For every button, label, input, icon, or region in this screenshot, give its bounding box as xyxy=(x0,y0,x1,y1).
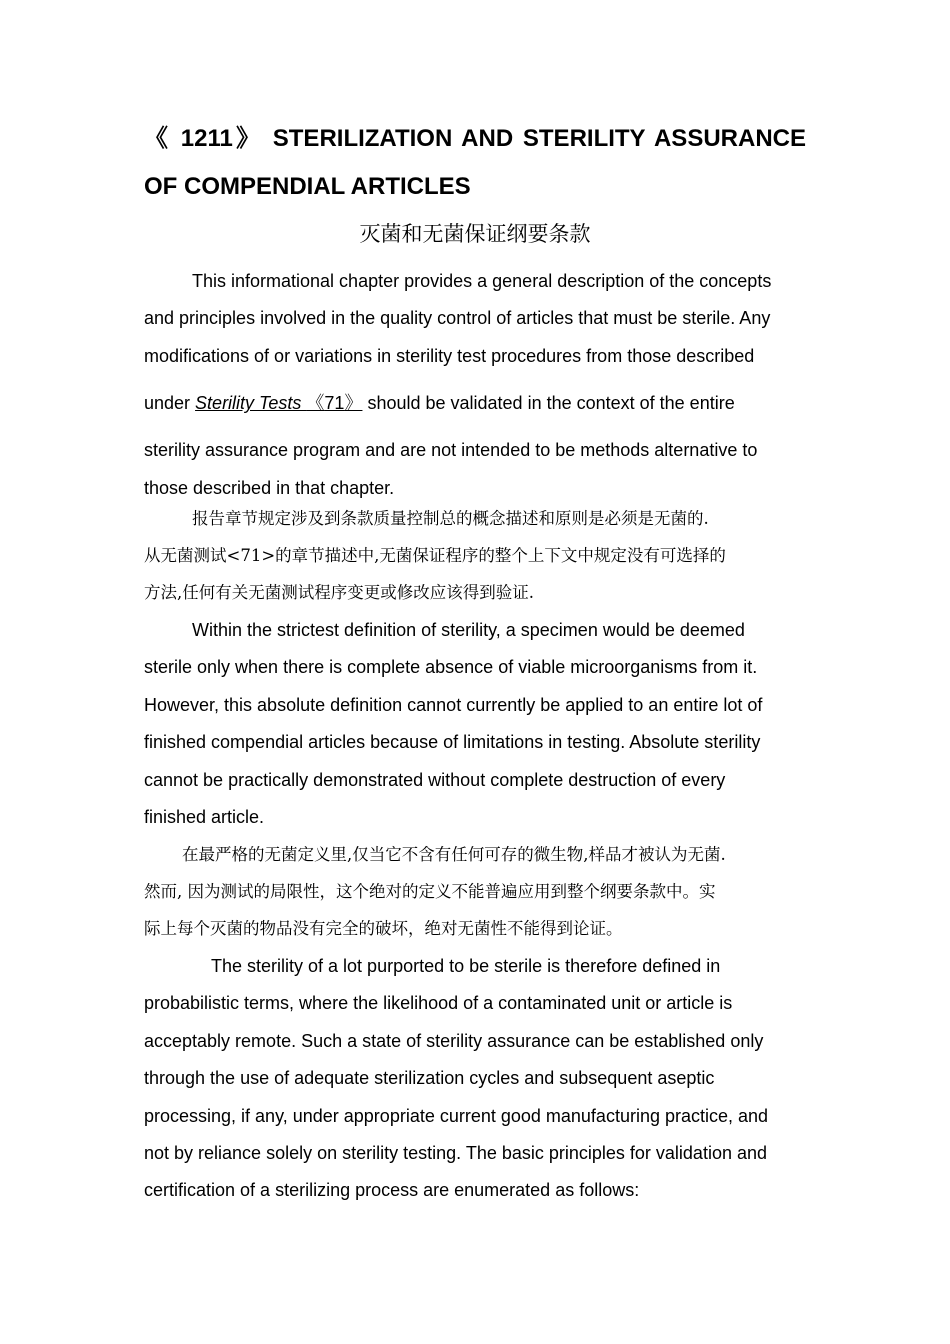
text-line: through the use of adequate sterilization cycles and subsequent aseptic xyxy=(144,1068,715,1089)
text-line: Within the strictest definition of sterility, a specimen would be deemed xyxy=(192,620,745,640)
page-title: 《 1211》 STERILIZATION AND STERILITY ASSURANCE OF COMPENDIAL ARTICLES xyxy=(144,125,806,200)
paragraph-definition-zh xyxy=(144,836,809,947)
text-fragment: under xyxy=(144,393,196,414)
text-line: finished compendial articles because of limitations in testing. Absolute sterility xyxy=(144,732,761,753)
text-line: processing, if any, under appropriate current good manufacturing practice, and xyxy=(144,1105,769,1126)
text-line: not by reliance solely on sterility testing. The basic principles for validation and xyxy=(144,1143,767,1164)
text-line: 报告章节规定涉及到条款质量控制总的概念描述和原则是必须是无菌的. xyxy=(192,509,709,528)
text-line: sterility assurance program and are not intended to be methods alternative to xyxy=(144,440,758,461)
text-line: 方法,任何有关无菌测试程序变更或修改应该得到验证. xyxy=(144,583,534,602)
text-fragment: should be validated in the context of the entire xyxy=(362,393,735,414)
sterility-tests-link[interactable]: Sterility Tests xyxy=(195,393,307,414)
text-line: modifications of or variations in sterility test procedures from those described xyxy=(144,345,755,366)
paragraph-intro xyxy=(144,263,806,507)
text-line: This informational chapter provides a general description of the concepts xyxy=(192,271,772,291)
chapter-bracket-close[interactable]: 》 xyxy=(344,393,363,414)
text-line: and principles involved in the quality control of articles that must be sterile. Any xyxy=(144,308,771,329)
text-line: certification of a sterilizing process are enumerated as follows: xyxy=(144,1180,640,1201)
text-line: 然而, 因为测试的局限性，这个绝对的定义不能普遍应用到整个纲要条款中。实 xyxy=(144,882,716,901)
paragraph-intro-zh xyxy=(144,500,809,611)
text-line: 际上每个灭菌的物品没有完全的破坏，绝对无菌性不能得到论证。 xyxy=(144,919,623,938)
text-line: cannot be practically demonstrated without complete destruction of every xyxy=(144,769,726,790)
text-line: However, this absolute definition cannot currently be applied to an entire lot of xyxy=(144,694,763,715)
chinese-subtitle: 灭菌和无菌保证纲要条款 xyxy=(359,222,591,246)
chapter-71-link[interactable]: 71 xyxy=(324,393,345,414)
text-line: those described in that chapter. xyxy=(144,477,395,498)
text-line: 在最严格的无菌定义里,仅当它不含有任何可存的微生物,样品才被认为无菌. xyxy=(182,845,726,864)
text-line: acceptably remote. Such a state of sterility assurance can be established only xyxy=(144,1030,764,1051)
paragraph-probabilistic xyxy=(144,948,806,1210)
text-line: probabilistic terms, where the likelihood of a contaminated unit or article is xyxy=(144,993,733,1014)
chapter-bracket-open[interactable]: 《 xyxy=(306,393,325,414)
text-line-with-reference xyxy=(144,375,806,432)
text-line: finished article. xyxy=(144,807,265,828)
text-line: 从无菌测试<71>的章节描述中,无菌保证程序的整个上下文中规定没有可选择的 xyxy=(144,546,726,565)
text-line: The sterility of a lot purported to be sterile is therefore defined in xyxy=(211,956,721,976)
paragraph-definition xyxy=(144,612,806,836)
text-line: sterile only when there is complete absence of viable microorganisms from it. xyxy=(144,657,758,678)
